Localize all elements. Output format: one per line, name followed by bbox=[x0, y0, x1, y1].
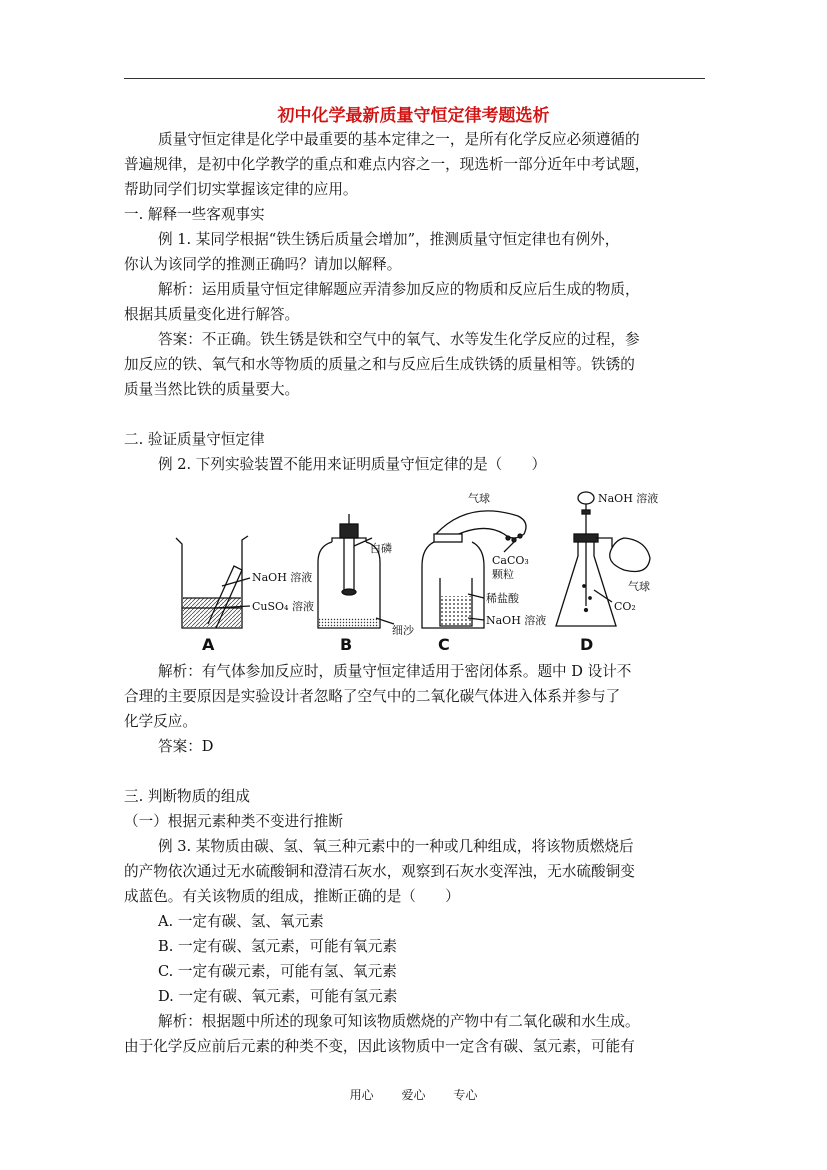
text-line: 答案：D bbox=[158, 738, 214, 755]
page-title: 初中化学最新质量守恒定律考题选析 bbox=[277, 106, 550, 126]
label-naoh-d: NaOH 溶液 bbox=[598, 492, 659, 505]
text-line: 解析：运用质量守恒定律解题应弄清参加反应的物质和反应后生成的物质， bbox=[158, 281, 640, 298]
text-line: 你认为该同学的推测正确吗？请加以解释。 bbox=[124, 256, 402, 273]
apparatus-d bbox=[556, 492, 650, 626]
text-line: C. 一定有碳元素，可能有氢、氧元素 bbox=[158, 963, 397, 980]
label-dilute-hcl: 稀盐酸 bbox=[486, 592, 519, 605]
text-line: 成蓝色。有关该物质的组成，推断正确的是（ ） bbox=[124, 888, 460, 905]
text-line: 二. 验证质量守恒定律 bbox=[124, 431, 265, 448]
text-line: B. 一定有碳、氢元素，可能有氧元素 bbox=[158, 938, 397, 955]
label-naoh-c: NaOH 溶液 bbox=[486, 614, 547, 627]
footer-text-1: 用心 bbox=[349, 1088, 374, 1102]
label-caco3: CaCO₃ bbox=[492, 554, 529, 567]
footer-text-2: 爱心 bbox=[401, 1088, 426, 1102]
label-d: D bbox=[580, 635, 594, 654]
label-b: B bbox=[340, 635, 353, 654]
text-line: 合理的主要原因是实验设计者忽略了空气中的二氧化碳气体进入体系并参与了 bbox=[124, 688, 621, 705]
text-line: （一）根据元素种类不变进行推断 bbox=[124, 813, 343, 830]
text-line: 普遍规律，是初中化学教学的重点和难点内容之一，现选析一部分近年中考试题， bbox=[124, 156, 650, 173]
apparatus-b bbox=[318, 514, 394, 628]
text-line: 例 1. 某同学根据“铁生锈后质量会增加”，推测质量守恒定律也有例外， bbox=[158, 231, 620, 248]
text-line: 帮助同学们切实掌握该定律的应用。 bbox=[124, 181, 358, 198]
footer-text-3: 专心 bbox=[453, 1088, 478, 1102]
text-line: D. 一定有碳、氧元素，可能有氢元素 bbox=[158, 988, 398, 1005]
label-co2: CO₂ bbox=[614, 600, 636, 613]
text-line: 质量守恒定律是化学中最重要的基本定律之一，是所有化学反应必须遵循的 bbox=[158, 131, 640, 148]
text-line: 化学反应。 bbox=[124, 713, 197, 730]
header-rule bbox=[124, 78, 705, 79]
label-granules: 颗粒 bbox=[492, 568, 514, 581]
text-line: 由于化学反应前后元素的种类不变，因此该物质中一定含有碳、氢元素，可能有 bbox=[124, 1038, 635, 1055]
page-footer bbox=[0, 1086, 827, 1103]
text-line: 的产物依次通过无水硫酸铜和澄清石灰水，观察到石灰水变浑浊，无水硫酸铜变 bbox=[124, 863, 635, 880]
text-line: 解析：根据题中所述的现象可知该物质燃烧的产物中有二氧化碳和水生成。 bbox=[158, 1013, 640, 1030]
text-line: 三. 判断物质的组成 bbox=[124, 788, 251, 805]
label-fine-sand: 细沙 bbox=[392, 624, 414, 637]
experiment-figure bbox=[168, 486, 668, 656]
label-c: C bbox=[438, 635, 450, 654]
text-line: 答案：不正确。铁生锈是铁和空气中的氧气、水等发生化学反应的过程，参 bbox=[158, 331, 640, 348]
apparatus-diagram bbox=[168, 486, 668, 656]
text-line: 质量当然比铁的质量要大。 bbox=[124, 381, 300, 398]
label-naoh-a: NaOH 溶液 bbox=[252, 571, 313, 584]
text-line: 例 3. 某物质由碳、氢、氧三种元素中的一种或几种组成，将该物质燃烧后 bbox=[158, 838, 634, 855]
label-a: A bbox=[202, 635, 215, 654]
text-line: 加反应的铁、氧气和水等物质的质量之和与反应后生成铁锈的质量相等。铁锈的 bbox=[124, 356, 635, 373]
label-white-phosphorus: 白磷 bbox=[370, 542, 392, 555]
text-line: 根据其质量变化进行解答。 bbox=[124, 306, 300, 323]
text-line: 一. 解释一些客观事实 bbox=[124, 206, 265, 223]
label-balloon-d: 气球 bbox=[628, 580, 650, 593]
text-line: 解析：有气体参加反应时，质量守恒定律适用于密闭体系。题中 D 设计不 bbox=[158, 663, 632, 680]
label-balloon-c: 气球 bbox=[468, 492, 490, 505]
apparatus-a bbox=[176, 536, 250, 628]
label-cuso4-a: CuSO₄ 溶液 bbox=[252, 600, 314, 613]
text-line: 例 2. 下列实验装置不能用来证明质量守恒定律的是（ ） bbox=[158, 456, 547, 473]
text-line: A. 一定有碳、氢、氧元素 bbox=[158, 913, 324, 930]
